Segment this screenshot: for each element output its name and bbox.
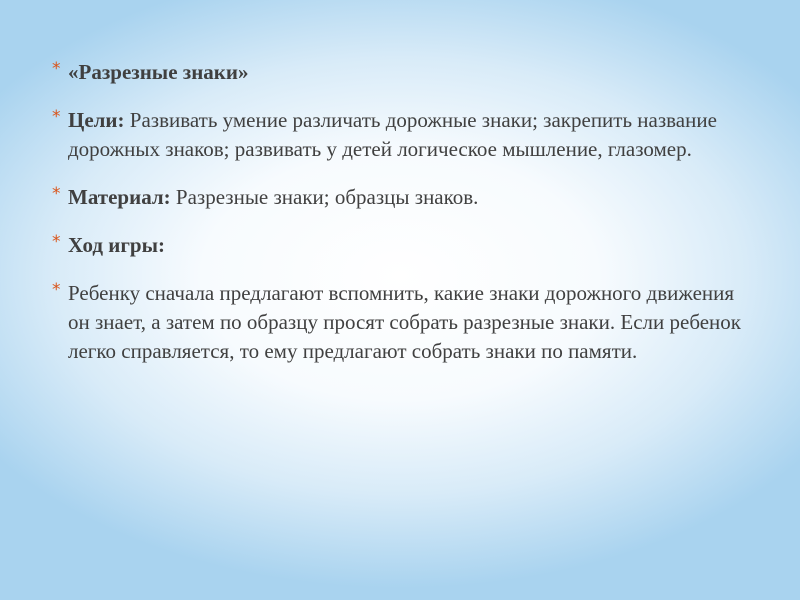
description-text: Ребенку сначала предлагают вспомнить, какие знаки дорожного движения он знает, а затем по образцу просят собрать разрезные знаки. Если ребенок легко справляется, то ему предлагают собрать знаки по памяти. [68,281,741,363]
bullet-game-course [52,231,752,260]
game-course-label: Ход игры: [68,233,165,257]
bullet-description [52,279,752,366]
bullet-material [52,183,752,212]
asterisk-bullet-icon: * [52,232,61,252]
goals-text: Развивать умение различать дорожные знаки; закрепить название дорожных знаков; развивать у детей логическое мышление, глазомер. [68,108,717,161]
bullet-list [52,58,752,385]
asterisk-bullet-icon: * [52,184,61,204]
material-label: Материал: [68,185,171,209]
goals-label: Цели: [68,108,125,132]
bullet-title [52,58,752,87]
bullet-goals [52,106,752,164]
asterisk-bullet-icon: * [52,280,61,300]
asterisk-bullet-icon: * [52,107,61,127]
asterisk-bullet-icon: * [52,59,61,79]
game-title: «Разрезные знаки» [68,60,249,84]
material-text: Разрезные знаки; образцы знаков. [170,185,479,209]
